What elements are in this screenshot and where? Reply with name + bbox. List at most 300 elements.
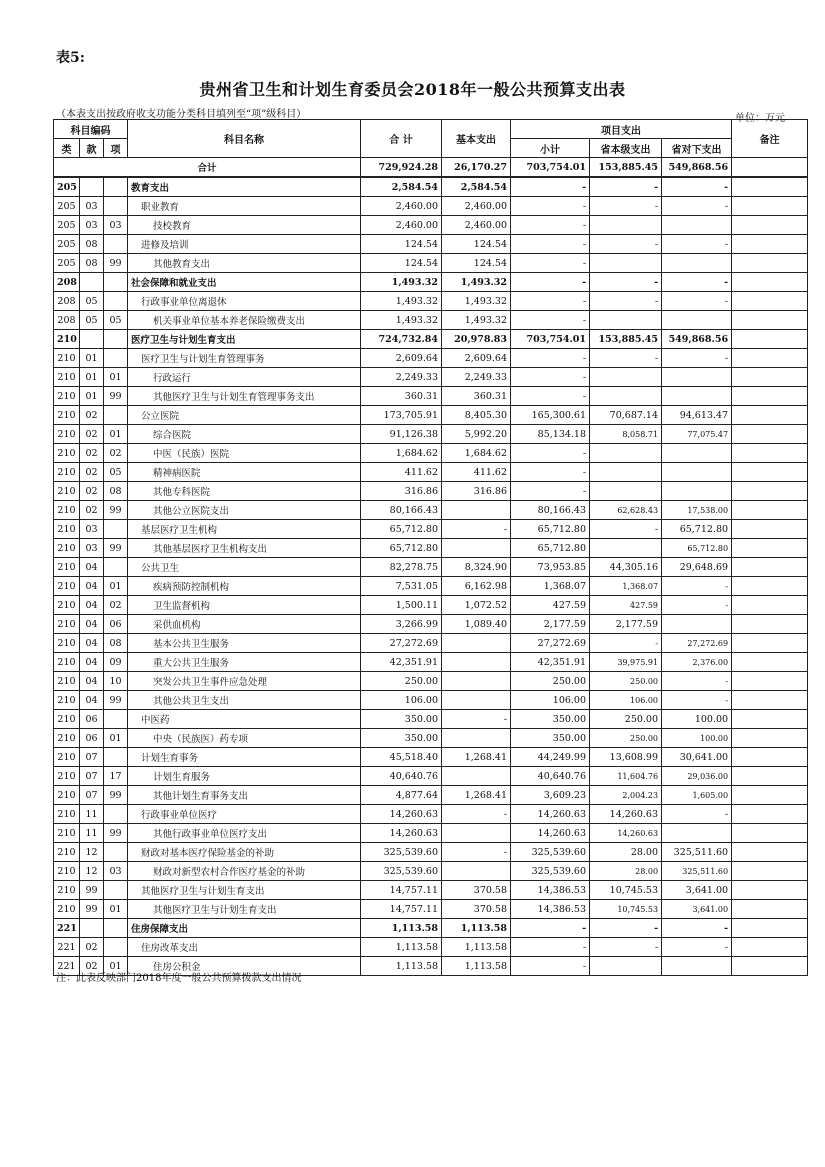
header-basic: 基本支出 [442, 120, 511, 158]
header-total: 合 计 [361, 120, 442, 158]
amount-province: 28.00 [590, 843, 662, 862]
amount-transfer: 65,712.80 [662, 520, 732, 539]
amount-total: 91,126.38 [361, 425, 442, 444]
amount-subtotal: - [511, 216, 590, 235]
table-row [54, 710, 808, 729]
item-name: 行政事业单位医疗 [128, 805, 361, 824]
amount-transfer: - [662, 919, 732, 938]
total-row [54, 158, 808, 178]
amount-basic: 1,089.40 [442, 615, 511, 634]
amount-subtotal: - [511, 444, 590, 463]
amount-province [590, 216, 662, 235]
item-name: 职业教育 [128, 197, 361, 216]
code-kuan: 04 [80, 653, 104, 672]
item-name: 住房改革支出 [128, 938, 361, 957]
amount-transfer: 29,648.69 [662, 558, 732, 577]
item-name: 卫生监督机构 [128, 596, 361, 615]
code-lei: 210 [54, 805, 80, 824]
amount-total: 14,260.63 [361, 805, 442, 824]
code-xiang [104, 197, 128, 216]
code-kuan: 12 [80, 843, 104, 862]
code-lei: 210 [54, 558, 80, 577]
amount-subtotal: 85,134.18 [511, 425, 590, 444]
table-row [54, 463, 808, 482]
code-lei: 210 [54, 539, 80, 558]
amount-transfer: 27,272.69 [662, 634, 732, 653]
amount-subtotal: - [511, 235, 590, 254]
note-cell [732, 767, 808, 786]
amount-total: 325,539.60 [361, 843, 442, 862]
amount-province: - [590, 349, 662, 368]
item-name: 其他医疗卫生与计划生育支出 [128, 881, 361, 900]
amount-transfer: 325,511.60 [662, 862, 732, 881]
amount-province: - [590, 938, 662, 957]
amount-transfer [662, 615, 732, 634]
amount-total: 124.54 [361, 254, 442, 273]
amount-subtotal: 427.59 [511, 596, 590, 615]
item-name: 行政运行 [128, 368, 361, 387]
amount-basic: 124.54 [442, 235, 511, 254]
note-cell [732, 957, 808, 976]
amount-transfer: 325,511.60 [662, 843, 732, 862]
table-number: 表5: [56, 50, 85, 66]
table-row [54, 311, 808, 330]
amount-province [590, 482, 662, 501]
note-cell [732, 862, 808, 881]
amount-transfer: - [662, 292, 732, 311]
amount-total: 65,712.80 [361, 520, 442, 539]
code-xiang [104, 710, 128, 729]
amount-total: 2,460.00 [361, 216, 442, 235]
amount-subtotal: 27,272.69 [511, 634, 590, 653]
code-kuan: 03 [80, 216, 104, 235]
amount-province [590, 368, 662, 387]
table-row [54, 881, 808, 900]
code-xiang [104, 330, 128, 349]
amount-province: 1,368.07 [590, 577, 662, 596]
code-kuan: 03 [80, 539, 104, 558]
amount-basic [442, 634, 511, 653]
amount-basic: 2,609.64 [442, 349, 511, 368]
note-cell [732, 824, 808, 843]
code-lei: 210 [54, 387, 80, 406]
code-xiang [104, 406, 128, 425]
amount-total: 1,113.58 [361, 957, 442, 976]
code-kuan: 02 [80, 425, 104, 444]
item-name: 公立医院 [128, 406, 361, 425]
header-note: 备注 [732, 120, 808, 158]
amount-total: 1,113.58 [361, 919, 442, 938]
code-lei: 210 [54, 653, 80, 672]
code-lei: 210 [54, 615, 80, 634]
code-lei: 205 [54, 254, 80, 273]
table-row [54, 387, 808, 406]
total-note [732, 158, 808, 178]
header-kuan: 款 [80, 139, 104, 158]
total-basic: 26,170.27 [442, 158, 511, 178]
amount-basic [442, 862, 511, 881]
note-cell [732, 653, 808, 672]
code-lei: 210 [54, 406, 80, 425]
amount-total: 350.00 [361, 729, 442, 748]
code-lei: 210 [54, 710, 80, 729]
code-kuan: 11 [80, 824, 104, 843]
code-kuan: 03 [80, 520, 104, 539]
item-name: 综合医院 [128, 425, 361, 444]
item-name: 教育支出 [128, 177, 361, 197]
amount-province: 153,885.45 [590, 330, 662, 349]
item-name: 其他公共卫生支出 [128, 691, 361, 710]
amount-subtotal: 3,609.23 [511, 786, 590, 805]
amount-total: 65,712.80 [361, 539, 442, 558]
note-cell [732, 387, 808, 406]
amount-basic: 124.54 [442, 254, 511, 273]
amount-province: 39,975.91 [590, 653, 662, 672]
amount-province: 106.00 [590, 691, 662, 710]
budget-table [53, 119, 808, 976]
item-name: 突发公共卫生事件应急处理 [128, 672, 361, 691]
table-row [54, 368, 808, 387]
item-name: 住房公积金 [128, 957, 361, 976]
item-name: 行政事业单位离退休 [128, 292, 361, 311]
amount-total: 106.00 [361, 691, 442, 710]
amount-basic [442, 729, 511, 748]
amount-transfer: 1,605.00 [662, 786, 732, 805]
amount-province: 14,260.63 [590, 805, 662, 824]
amount-subtotal: 165,300.61 [511, 406, 590, 425]
code-kuan: 99 [80, 900, 104, 919]
amount-total: 1,113.58 [361, 938, 442, 957]
amount-subtotal: 325,539.60 [511, 843, 590, 862]
code-lei: 210 [54, 444, 80, 463]
amount-province: 2,177.59 [590, 615, 662, 634]
amount-total: 82,278.75 [361, 558, 442, 577]
amount-basic: 1,493.32 [442, 273, 511, 292]
amount-province: - [590, 197, 662, 216]
amount-subtotal: - [511, 177, 590, 197]
item-name: 其他医疗卫生与计划生育管理事务支出 [128, 387, 361, 406]
code-xiang: 08 [104, 634, 128, 653]
amount-province: 427.59 [590, 596, 662, 615]
item-name: 机关事业单位基本养老保险缴费支出 [128, 311, 361, 330]
amount-subtotal: 350.00 [511, 729, 590, 748]
header-subtotal: 小计 [511, 139, 590, 158]
amount-transfer [662, 957, 732, 976]
amount-province: 10,745.53 [590, 881, 662, 900]
amount-province: 28.00 [590, 862, 662, 881]
item-name: 中央（民族医）药专项 [128, 729, 361, 748]
code-kuan: 01 [80, 368, 104, 387]
amount-subtotal: - [511, 254, 590, 273]
amount-basic [442, 672, 511, 691]
total-label: 合计 [54, 158, 361, 178]
header-xiang: 项 [104, 139, 128, 158]
code-xiang: 03 [104, 216, 128, 235]
code-xiang [104, 843, 128, 862]
code-xiang: 01 [104, 729, 128, 748]
code-lei: 210 [54, 729, 80, 748]
amount-transfer: - [662, 235, 732, 254]
item-name: 其他公立医院支出 [128, 501, 361, 520]
code-kuan: 05 [80, 311, 104, 330]
table-row [54, 900, 808, 919]
amount-basic [442, 501, 511, 520]
note-cell [732, 311, 808, 330]
amount-basic: 1,684.62 [442, 444, 511, 463]
note-cell [732, 177, 808, 197]
amount-transfer: - [662, 197, 732, 216]
amount-subtotal: 2,177.59 [511, 615, 590, 634]
amount-total: 42,351.91 [361, 653, 442, 672]
amount-province: - [590, 520, 662, 539]
amount-province: - [590, 177, 662, 197]
amount-total: 1,493.32 [361, 311, 442, 330]
note-cell [732, 634, 808, 653]
amount-transfer: 2,376.00 [662, 653, 732, 672]
amount-transfer [662, 387, 732, 406]
header-name: 科目名称 [128, 120, 361, 158]
code-kuan: 02 [80, 463, 104, 482]
code-xiang [104, 235, 128, 254]
amount-total: 2,584.54 [361, 177, 442, 197]
code-lei: 205 [54, 216, 80, 235]
code-kuan: 04 [80, 634, 104, 653]
item-name: 财政对基本医疗保险基金的补助 [128, 843, 361, 862]
amount-subtotal: 250.00 [511, 672, 590, 691]
code-lei: 221 [54, 957, 80, 976]
amount-total: 14,757.11 [361, 900, 442, 919]
amount-total: 1,684.62 [361, 444, 442, 463]
code-lei: 205 [54, 177, 80, 197]
amount-transfer: - [662, 691, 732, 710]
item-name: 进修及培训 [128, 235, 361, 254]
amount-transfer: - [662, 596, 732, 615]
amount-total: 350.00 [361, 710, 442, 729]
amount-subtotal: 350.00 [511, 710, 590, 729]
amount-subtotal: 44,249.99 [511, 748, 590, 767]
amount-transfer [662, 463, 732, 482]
item-name: 其他医疗卫生与计划生育支出 [128, 900, 361, 919]
code-kuan: 04 [80, 691, 104, 710]
code-lei: 210 [54, 672, 80, 691]
code-kuan: 02 [80, 957, 104, 976]
amount-province: - [590, 634, 662, 653]
amount-basic: 1,113.58 [442, 938, 511, 957]
table-row [54, 177, 808, 197]
code-kuan: 08 [80, 254, 104, 273]
code-lei: 210 [54, 786, 80, 805]
item-name: 其他行政事业单位医疗支出 [128, 824, 361, 843]
code-xiang: 99 [104, 501, 128, 520]
header-lei: 类 [54, 139, 80, 158]
code-xiang [104, 919, 128, 938]
code-xiang: 01 [104, 368, 128, 387]
amount-subtotal: - [511, 368, 590, 387]
amount-total: 1,500.11 [361, 596, 442, 615]
note-cell [732, 330, 808, 349]
amount-subtotal: - [511, 349, 590, 368]
amount-transfer [662, 216, 732, 235]
amount-basic: 1,113.58 [442, 957, 511, 976]
amount-subtotal: 42,351.91 [511, 653, 590, 672]
amount-transfer: 30,641.00 [662, 748, 732, 767]
amount-transfer: - [662, 577, 732, 596]
code-xiang: 02 [104, 444, 128, 463]
table-row [54, 748, 808, 767]
header-transfer: 省对下支出 [662, 139, 732, 158]
note-cell [732, 577, 808, 596]
amount-transfer: - [662, 177, 732, 197]
table-row [54, 349, 808, 368]
item-name: 医疗卫生与计划生育支出 [128, 330, 361, 349]
table-row [54, 292, 808, 311]
amount-basic: 370.58 [442, 881, 511, 900]
amount-total: 360.31 [361, 387, 442, 406]
page-title: 贵州省卫生和计划生育委员会2018年一般公共预算支出表 [199, 80, 626, 99]
code-kuan: 99 [80, 881, 104, 900]
amount-province [590, 444, 662, 463]
amount-province: - [590, 273, 662, 292]
table-subnote: （本表支出按政府收支功能分类科目填列至“项”级科目） [56, 109, 307, 120]
amount-subtotal: 65,712.80 [511, 520, 590, 539]
note-cell [732, 273, 808, 292]
note-cell [732, 710, 808, 729]
amount-province: - [590, 292, 662, 311]
amount-total: 27,272.69 [361, 634, 442, 653]
note-cell [732, 349, 808, 368]
amount-subtotal: - [511, 938, 590, 957]
amount-transfer [662, 368, 732, 387]
table-row [54, 235, 808, 254]
item-name: 精神病医院 [128, 463, 361, 482]
note-cell [732, 235, 808, 254]
item-name: 疾病预防控制机构 [128, 577, 361, 596]
amount-subtotal: - [511, 311, 590, 330]
code-lei: 210 [54, 368, 80, 387]
code-kuan: 03 [80, 197, 104, 216]
code-lei: 208 [54, 292, 80, 311]
amount-transfer: - [662, 672, 732, 691]
table-row [54, 672, 808, 691]
code-kuan [80, 273, 104, 292]
table-row [54, 862, 808, 881]
amount-province [590, 957, 662, 976]
item-name: 采供血机构 [128, 615, 361, 634]
amount-total: 250.00 [361, 672, 442, 691]
item-name: 医疗卫生与计划生育管理事务 [128, 349, 361, 368]
code-kuan [80, 177, 104, 197]
amount-transfer: - [662, 805, 732, 824]
amount-province: - [590, 235, 662, 254]
note-cell [732, 691, 808, 710]
amount-basic: 1,493.32 [442, 292, 511, 311]
amount-transfer: 3,641.00 [662, 900, 732, 919]
amount-subtotal: - [511, 197, 590, 216]
code-lei: 210 [54, 349, 80, 368]
code-lei: 210 [54, 596, 80, 615]
amount-province: 13,608.99 [590, 748, 662, 767]
note-cell [732, 900, 808, 919]
code-lei: 210 [54, 425, 80, 444]
amount-province: 250.00 [590, 729, 662, 748]
amount-basic: 8,405.30 [442, 406, 511, 425]
item-name: 其他计划生育事务支出 [128, 786, 361, 805]
item-name: 其他专科医院 [128, 482, 361, 501]
code-xiang: 99 [104, 691, 128, 710]
item-name: 其他教育支出 [128, 254, 361, 273]
code-lei: 210 [54, 634, 80, 653]
amount-transfer [662, 254, 732, 273]
amount-total: 45,518.40 [361, 748, 442, 767]
amount-basic: - [442, 843, 511, 862]
amount-transfer [662, 311, 732, 330]
code-xiang: 17 [104, 767, 128, 786]
code-lei: 210 [54, 843, 80, 862]
item-name: 基本公共卫生服务 [128, 634, 361, 653]
code-lei: 208 [54, 311, 80, 330]
note-cell [732, 463, 808, 482]
amount-subtotal: 703,754.01 [511, 330, 590, 349]
code-kuan: 12 [80, 862, 104, 881]
amount-transfer: 17,538.00 [662, 501, 732, 520]
amount-transfer: - [662, 938, 732, 957]
amount-province: 11,604.76 [590, 767, 662, 786]
amount-basic: 1,113.58 [442, 919, 511, 938]
amount-total: 2,460.00 [361, 197, 442, 216]
amount-basic [442, 539, 511, 558]
note-cell [732, 919, 808, 938]
note-cell [732, 672, 808, 691]
amount-total: 724,732.84 [361, 330, 442, 349]
table-row [54, 615, 808, 634]
table-row [54, 539, 808, 558]
table-row [54, 330, 808, 349]
code-kuan: 02 [80, 938, 104, 957]
amount-transfer [662, 824, 732, 843]
code-kuan [80, 919, 104, 938]
unit-label: 单位：万元 [735, 113, 785, 124]
amount-basic: 1,268.41 [442, 786, 511, 805]
amount-basic [442, 767, 511, 786]
code-xiang [104, 805, 128, 824]
code-lei: 210 [54, 748, 80, 767]
amount-total: 4,877.64 [361, 786, 442, 805]
amount-basic: 5,992.20 [442, 425, 511, 444]
code-xiang: 99 [104, 254, 128, 273]
amount-subtotal: 1,368.07 [511, 577, 590, 596]
amount-province: 10,745.53 [590, 900, 662, 919]
table-row [54, 691, 808, 710]
amount-basic: 20,978.83 [442, 330, 511, 349]
code-lei: 208 [54, 273, 80, 292]
table-row [54, 767, 808, 786]
total-transfer: 549,868.56 [662, 158, 732, 178]
footnote: 注：此表反映部门2018年度一般公共预算拨款支出情况 [56, 973, 302, 984]
code-lei: 210 [54, 824, 80, 843]
amount-transfer [662, 444, 732, 463]
code-xiang [104, 349, 128, 368]
code-lei: 205 [54, 235, 80, 254]
amount-subtotal: - [511, 957, 590, 976]
header-code-group: 科目编码 [54, 120, 128, 139]
table-row [54, 729, 808, 748]
note-cell [732, 748, 808, 767]
amount-total: 3,266.99 [361, 615, 442, 634]
code-kuan: 07 [80, 748, 104, 767]
table-row [54, 634, 808, 653]
note-cell [732, 615, 808, 634]
code-kuan: 04 [80, 558, 104, 577]
